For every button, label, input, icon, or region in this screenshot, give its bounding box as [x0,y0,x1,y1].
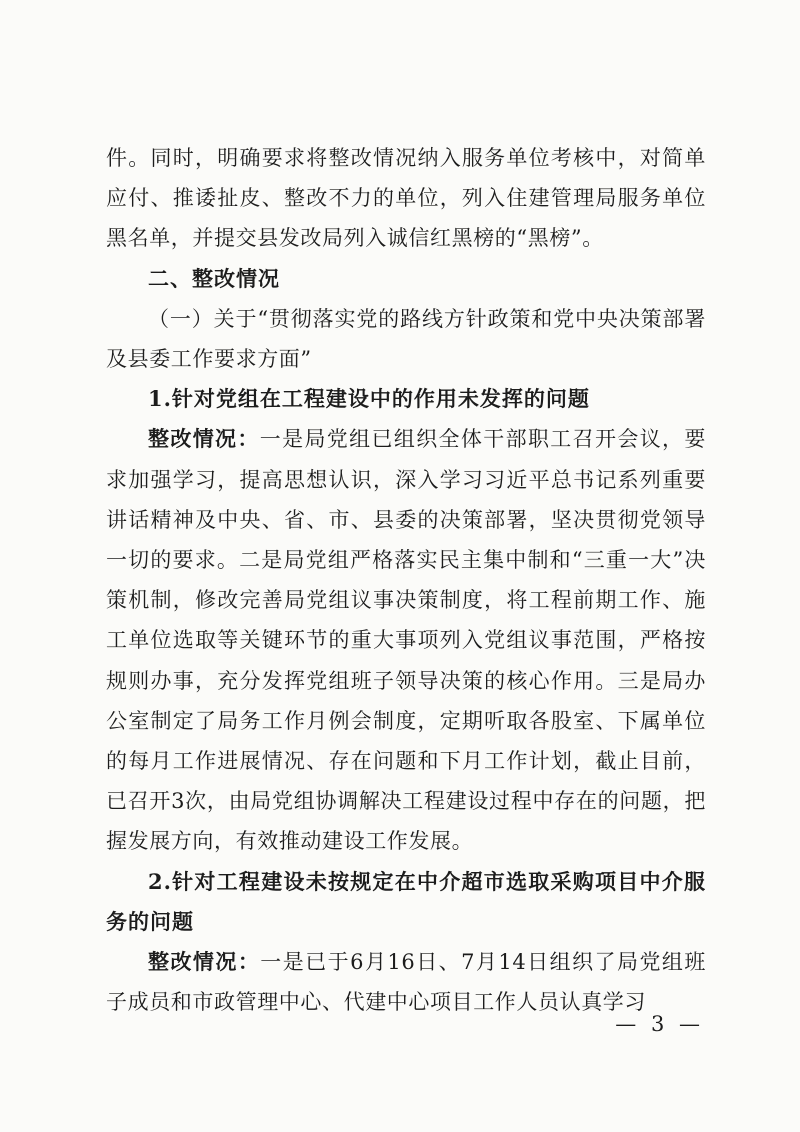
paragraph-1: 件。同时，明确要求将整改情况纳入服务单位考核中，对简单应付、推诿扯皮、整改不力的单位，列入住建管理局服务单位黑名单，并提交县发改局列入诚信红黑榜的“黑榜”。 [106,146,706,251]
item-2-text: 一是已于6月16日、7月14日组织了局党组班子成员和市政管理中心、代建中心项目工作人员认真学习 [106,950,706,1015]
section-heading: 二、整改情况 [148,265,280,291]
item-1-paragraph [106,419,706,861]
document-body [106,138,706,1022]
item-1-label: 整改情况： [148,426,260,452]
page-number: — 3 — [615,1012,704,1036]
item-1-title: 1.针对党组在工程建设中的作用未发挥的问题 [148,386,590,412]
item-1-text: 一是局党组已组织全体干部职工召开会议，要求加强学习，提高思想认识，深入学习习近平总书记系列重要讲话精神及中央、省、市、县委的决策部署，坚决贯彻党领导一切的要求。二是局党组严格落实民主集中制和“三重一大”决策机制，修改完善局党组议事决策制度，将工程前期工作、施工单位选取等关键环节的重大事项列入党组议事范围，严格按规则办事，充分发挥党组班子领导决策的核心作用。三是局办公室制定了局务工作月例会制度，定期听取各股室、下属单位的每月工作进展情况、存在问题和下月工作计划，截止目前，已召开3次，由局党组协调解决工程建设过程中存在的问题，把握发展方向，有效推动建设工作发展。 [106,427,706,854]
item-2-paragraph [106,942,706,1022]
sub-heading: （一）关于“贯彻落实党的路线方针政策和党中央决策部署及县委工作要求方面” [106,306,706,372]
item-2-label: 整改情况： [148,949,261,975]
item-2-title: 2.针对工程建设未按规定在中介超市选取采购项目中介服务的问题 [106,868,706,934]
